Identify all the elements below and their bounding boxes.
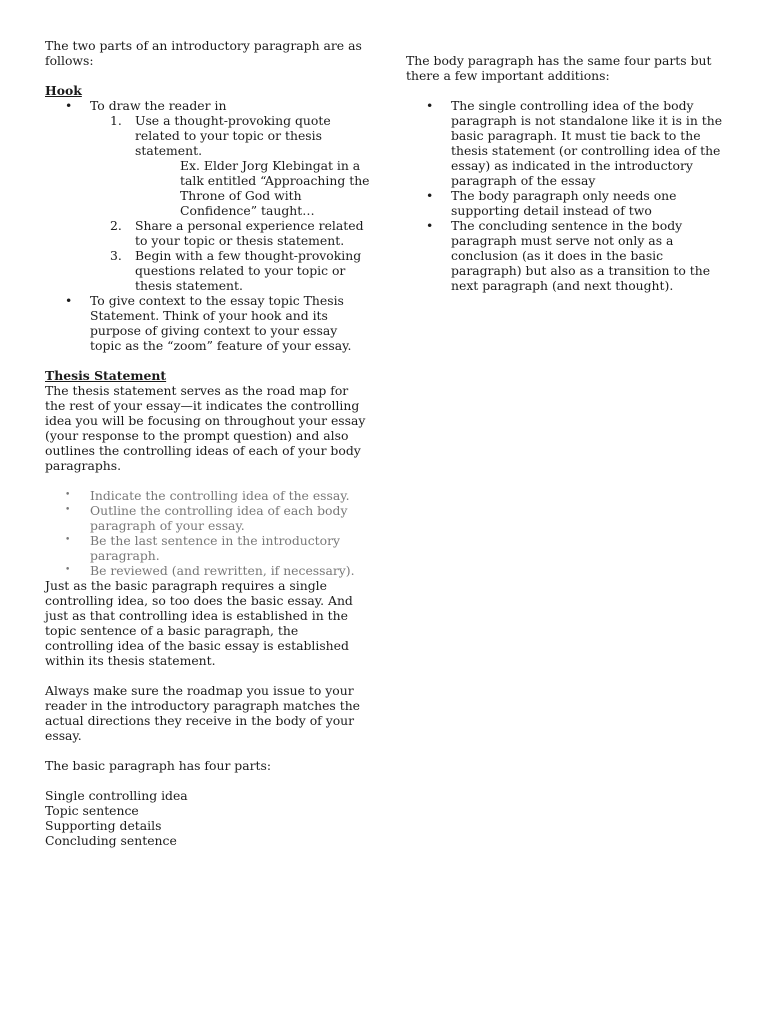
hook-bullet-2: To give context to the essay topic Thesis Statement. Think of your hook and its purpose of giving context to your essay topic as the “zoom” feature of your essay. [90, 293, 352, 353]
list-item [90, 113, 370, 218]
bullet-icon: • [65, 535, 71, 545]
bullet-icon: • [426, 98, 434, 113]
example-text: Ex. Elder Jorg Klebingat in a talk entitled “Approaching the Throne of God with Confidence” taught… [180, 158, 370, 218]
body-bullet-text: The single controlling idea of the body paragraph is not standalone like it is in the basic paragraph. It must tie back to the thesis statement (or controlling idea of the essay) as indicated in the introductory paragraph of the essay [451, 98, 723, 188]
part-line: Single controlling idea [45, 788, 188, 803]
list-item [406, 188, 731, 218]
intro-text: The two parts of an introductory paragraph are as follows: [45, 38, 362, 68]
list-item [45, 533, 370, 563]
bullet-icon: • [426, 218, 434, 233]
spacer [45, 773, 370, 788]
bullet-icon: • [426, 188, 434, 203]
spacer [45, 743, 370, 758]
list-item [45, 563, 370, 578]
thesis-bullet-text: Be the last sentence in the introductory paragraph. [90, 533, 341, 563]
spacer [45, 473, 370, 488]
body-bullet-text: The body paragraph only needs one supporting detail instead of two [451, 188, 677, 218]
thesis-bullet-text: Be reviewed (and rewritten, if necessary). [90, 563, 355, 578]
hook-list [45, 98, 370, 353]
right-column [406, 0, 731, 293]
list-item [45, 98, 370, 293]
list-item [45, 503, 370, 533]
bullet-icon: • [65, 505, 71, 515]
body-paragraph-list [406, 98, 731, 293]
list-item [90, 218, 370, 248]
basic-essay-paragraph: Just as the basic paragraph requires a single controlling idea, so too does the basic essay. And just as that controlling idea is established in the topic sentence of a basic paragraph, the controlling idea of the basic essay is established within its thesis statement. [45, 578, 353, 668]
list-item [406, 98, 731, 188]
thesis-bullet-text: Indicate the controlling idea of the essay. [90, 488, 350, 503]
list-item [90, 248, 370, 293]
left-column [45, 0, 370, 848]
bullet-icon: • [65, 293, 73, 308]
thesis-paragraph: The thesis statement serves as the road map for the rest of your essay—it indicates the controlling idea you will be focusing on throughout your essay (your response to the prompt question) and also outlines the controlling ideas of each of your body paragraphs. [45, 383, 366, 473]
list-item [45, 293, 370, 353]
bullet-icon: • [65, 565, 71, 575]
numbered-item-text: Use a thought-provoking quote related to your topic or thesis statement. [135, 113, 331, 158]
hook-numbered-list [90, 113, 370, 293]
list-number: 2. [110, 218, 122, 233]
thesis-bullet-text: Outline the controlling idea of each body paragraph of your essay. [90, 503, 348, 533]
four-parts-paragraph: The basic paragraph has four parts: [45, 758, 272, 773]
hook-heading: Hook [45, 83, 82, 98]
list-number: 1. [110, 113, 122, 128]
list-item [45, 488, 370, 503]
thesis-list [45, 488, 370, 578]
thesis-heading: Thesis Statement [45, 368, 167, 383]
bullet-icon: • [65, 490, 71, 500]
numbered-item-text: Begin with a few thought-provoking questions related to your topic or thesis statement. [135, 248, 362, 293]
bullet-icon: • [65, 98, 73, 113]
list-item [406, 218, 731, 293]
list-number: 3. [110, 248, 122, 263]
spacer [45, 668, 370, 683]
hook-bullet-1: To draw the reader in [90, 98, 227, 113]
numbered-item-text: Share a personal experience related to your topic or thesis statement. [135, 218, 364, 248]
part-line: Concluding sentence [45, 833, 177, 848]
roadmap-paragraph: Always make sure the roadmap you issue to your reader in the introductory paragraph matches the actual directions they receive in the body of your essay. [45, 683, 361, 743]
body-bullet-text: The concluding sentence in the body paragraph must serve not only as a conclusion (as it does in the basic paragraph) but also as a transition to the next paragraph (and next thought). [451, 218, 711, 293]
body-paragraph-intro: The body paragraph has the same four parts but there a few important additions: [406, 53, 712, 83]
part-line: Supporting details [45, 818, 162, 833]
part-line: Topic sentence [45, 803, 139, 818]
